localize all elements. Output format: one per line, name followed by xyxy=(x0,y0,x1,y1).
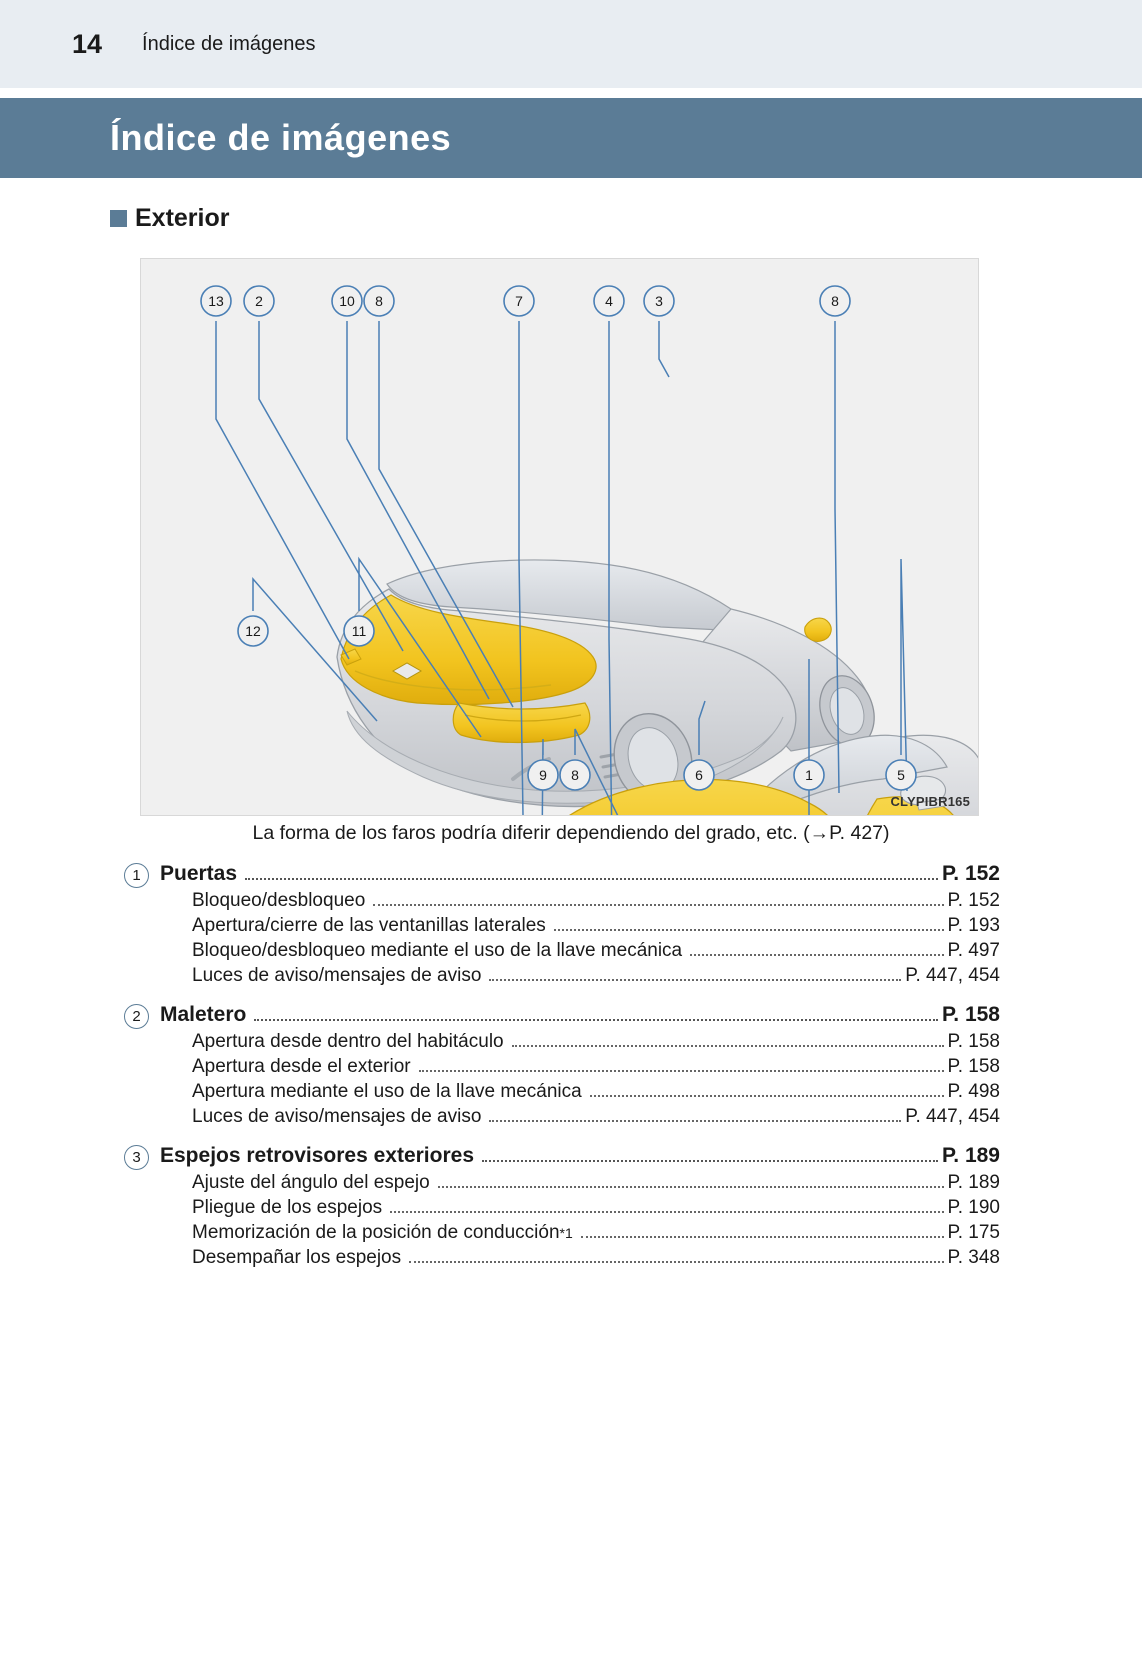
callout-number-badge: 1 xyxy=(124,863,149,888)
chapter-title: Índice de imágenes xyxy=(110,117,452,158)
list-item[interactable] xyxy=(160,1031,1000,1053)
svg-text:8: 8 xyxy=(571,767,579,783)
index-item-label: Bloqueo/desbloqueo xyxy=(192,890,366,911)
index-item-label: Memorización de la posición de conducción xyxy=(192,1222,560,1243)
callout-number-badge: 3 xyxy=(124,1145,149,1170)
index-item-page: P. 158 xyxy=(947,1056,1000,1077)
svg-text:8: 8 xyxy=(375,293,383,309)
figure-code: CLYPIBR165 xyxy=(890,794,970,809)
leader-dots xyxy=(690,954,943,956)
list-item[interactable] xyxy=(160,1222,1000,1244)
index-group-page: P. 189 xyxy=(941,1144,1000,1167)
index-group xyxy=(0,1003,1142,1128)
leader-dots xyxy=(590,1095,944,1097)
index-group xyxy=(0,1144,1142,1269)
leader-dots xyxy=(254,1019,938,1021)
index-group-page: P. 152 xyxy=(941,862,1000,885)
index-item-label: Luces de aviso/mensajes de aviso xyxy=(192,1106,482,1127)
index-item-label: Luces de aviso/mensajes de aviso xyxy=(192,965,482,986)
index-item-page: P. 175 xyxy=(947,1222,1000,1243)
index-item-page: P. 158 xyxy=(947,1031,1000,1052)
leader-dots xyxy=(245,878,938,880)
list-item[interactable] xyxy=(160,940,1000,962)
svg-text:11: 11 xyxy=(351,623,367,639)
index-item-label: Apertura mediante el uso de la llave mecánica xyxy=(192,1081,582,1102)
leader-dots xyxy=(419,1070,944,1072)
leader-dots xyxy=(373,904,943,906)
index-item-page: P. 497 xyxy=(947,940,1000,961)
list-item[interactable] xyxy=(160,1247,1000,1269)
index-group-heading[interactable] xyxy=(132,862,1000,887)
leader-dots xyxy=(554,929,944,931)
index-group xyxy=(0,862,1142,987)
index-item-label: Apertura/cierre de las ventanillas laterales xyxy=(192,915,546,936)
svg-text:12: 12 xyxy=(245,623,261,639)
list-item[interactable] xyxy=(160,915,1000,937)
leader-dots xyxy=(489,979,901,981)
exterior-index-list xyxy=(0,862,1142,1285)
list-item[interactable] xyxy=(160,965,1000,987)
index-group-title: Maletero xyxy=(160,1003,247,1026)
index-item-page: P. 447, 454 xyxy=(905,1106,1000,1127)
index-item-label: Apertura desde dentro del habitáculo xyxy=(192,1031,504,1052)
list-item[interactable] xyxy=(160,1197,1000,1219)
svg-text:5: 5 xyxy=(897,767,905,783)
leader-dots xyxy=(409,1261,943,1263)
svg-text:10: 10 xyxy=(339,293,355,309)
exterior-diagram-figure xyxy=(140,258,979,816)
svg-text:1: 1 xyxy=(805,767,813,783)
leader-dots xyxy=(489,1120,901,1122)
index-group-heading[interactable] xyxy=(132,1144,1000,1169)
svg-text:9: 9 xyxy=(539,767,547,783)
index-item-label: Bloqueo/desbloqueo mediante el uso de la llave mecánica xyxy=(192,940,683,961)
index-item-label: Desempañar los espejos xyxy=(192,1247,402,1268)
section-heading-label: Exterior xyxy=(135,204,230,232)
index-item-page: P. 498 xyxy=(947,1081,1000,1102)
index-item-page: P. 190 xyxy=(947,1197,1000,1218)
running-header-title: Índice de imágenes xyxy=(142,32,316,55)
index-item-page: P. 447, 454 xyxy=(905,965,1000,986)
page-header xyxy=(0,0,1142,88)
square-bullet-icon xyxy=(110,210,127,227)
index-item-label: Pliegue de los espejos xyxy=(192,1197,383,1218)
leader-dots xyxy=(438,1186,944,1188)
svg-text:6: 6 xyxy=(695,767,703,783)
index-item-label: Apertura desde el exterior xyxy=(192,1056,411,1077)
index-item-page: P. 152 xyxy=(947,890,1000,911)
leader-dots xyxy=(581,1236,944,1238)
leader-dots xyxy=(390,1211,943,1213)
exterior-diagram-svg xyxy=(141,259,978,815)
svg-text:8: 8 xyxy=(831,293,839,309)
page-number: 14 xyxy=(72,28,103,59)
list-item[interactable] xyxy=(160,1081,1000,1103)
svg-text:13: 13 xyxy=(208,293,224,309)
index-group-heading[interactable] xyxy=(132,1003,1000,1028)
section-heading xyxy=(110,204,229,233)
list-item[interactable] xyxy=(160,1172,1000,1194)
svg-text:2: 2 xyxy=(255,293,263,309)
list-item[interactable] xyxy=(160,1106,1000,1128)
footnote-marker: *1 xyxy=(559,1225,573,1241)
list-item[interactable] xyxy=(160,890,1000,912)
index-group-title: Espejos retrovisores exteriores xyxy=(160,1144,474,1167)
leader-dots xyxy=(512,1045,944,1047)
svg-text:7: 7 xyxy=(515,293,523,309)
list-item[interactable] xyxy=(160,1056,1000,1078)
index-item-page: P. 189 xyxy=(947,1172,1000,1193)
index-item-page: P. 193 xyxy=(947,915,1000,936)
figure-caption: La forma de los faros podría diferir dependiendo del grado, etc. (→P. 427) xyxy=(252,822,890,844)
svg-text:3: 3 xyxy=(655,293,663,309)
index-group-title: Puertas xyxy=(160,862,238,885)
callout-number-badge: 2 xyxy=(124,1004,149,1029)
index-group-page: P. 158 xyxy=(941,1003,1000,1026)
leader-dots xyxy=(482,1160,938,1162)
index-item-label: Ajuste del ángulo del espejo xyxy=(192,1172,430,1193)
index-item-page: P. 348 xyxy=(947,1247,1000,1268)
chapter-band xyxy=(0,98,1142,178)
svg-text:4: 4 xyxy=(605,293,613,309)
